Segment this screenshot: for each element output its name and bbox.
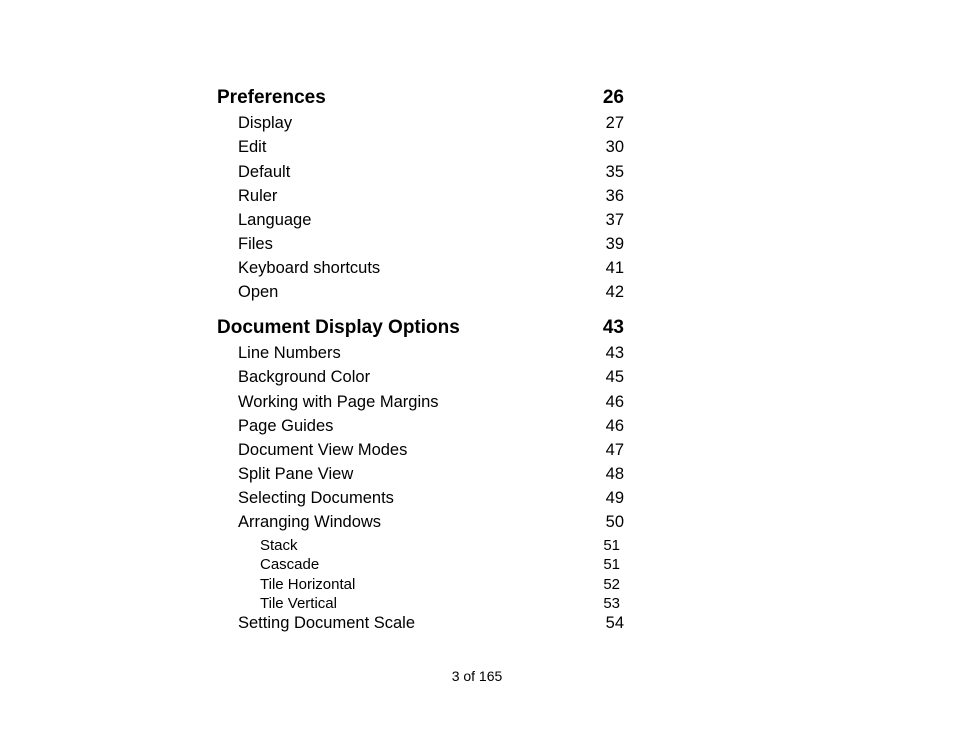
toc-entry-label: Edit xyxy=(238,138,267,156)
toc-entry-label: Line Numbers xyxy=(238,344,341,362)
toc-entry[interactable] xyxy=(217,235,624,254)
toc-entry[interactable] xyxy=(217,489,624,508)
toc-entry-label: Language xyxy=(238,211,312,229)
toc-entry[interactable] xyxy=(217,211,624,230)
toc-entry-label: Open xyxy=(238,283,279,301)
toc-entry-label: Page Guides xyxy=(238,417,334,435)
toc-entry-label: Setting Document Scale xyxy=(238,614,416,632)
toc-entry-page: 30 xyxy=(605,138,624,156)
toc-entry-page: 36 xyxy=(605,187,624,205)
toc-entry[interactable] xyxy=(217,344,624,363)
toc-entry[interactable] xyxy=(217,393,624,412)
toc-entry-page: 49 xyxy=(605,489,624,507)
toc-subentry[interactable] xyxy=(217,556,622,573)
toc-entry-page: 54 xyxy=(605,614,624,632)
page-indicator: 3 of 165 xyxy=(451,668,503,684)
toc-entry[interactable] xyxy=(217,163,624,182)
toc-entry-page: 50 xyxy=(605,513,624,531)
toc-entry[interactable] xyxy=(217,513,624,532)
toc-entry[interactable] xyxy=(217,187,624,206)
toc-entry-label: Selecting Documents xyxy=(238,489,394,507)
toc-subentry-label: Cascade xyxy=(260,556,320,573)
toc-entry-label: Keyboard shortcuts xyxy=(238,259,381,277)
toc-entry[interactable] xyxy=(217,441,624,460)
toc-entry[interactable] xyxy=(217,368,624,387)
toc-subentry-label: Stack xyxy=(260,537,298,554)
toc-subentry-page: 51 xyxy=(603,537,620,554)
toc-entry-label: Document View Modes xyxy=(238,441,408,459)
toc-subentry[interactable] xyxy=(217,576,622,593)
toc-subentry-page: 53 xyxy=(603,595,620,612)
toc-entry-page: 39 xyxy=(605,235,624,253)
toc-entry[interactable] xyxy=(217,259,624,278)
toc-subentry[interactable] xyxy=(217,537,622,554)
toc-entry-page: 42 xyxy=(605,283,624,301)
toc-entry[interactable] xyxy=(217,465,624,484)
toc-entry-page: 43 xyxy=(605,344,624,362)
toc-subentry[interactable] xyxy=(217,595,622,612)
toc-entry-page: 48 xyxy=(605,465,624,483)
toc-entry-label: Background Color xyxy=(238,368,371,386)
toc-entry-page: 45 xyxy=(605,368,624,386)
toc-subentry-page: 51 xyxy=(603,556,620,573)
toc-entry-label: Default xyxy=(238,163,291,181)
toc-entry[interactable] xyxy=(217,138,624,157)
toc-entry-label: Display xyxy=(238,114,293,132)
toc-entry-page: 27 xyxy=(605,114,624,132)
toc-entry-page: 35 xyxy=(605,163,624,181)
toc-section-page: 26 xyxy=(602,87,624,108)
toc-section-heading[interactable] xyxy=(217,87,624,109)
toc-entry[interactable] xyxy=(217,114,624,133)
toc-subentry-page: 52 xyxy=(603,576,620,593)
toc-section-title: Preferences xyxy=(217,87,326,108)
toc-entry-label: Arranging Windows xyxy=(238,513,382,531)
toc-entry-page: 47 xyxy=(605,441,624,459)
toc-entry-page: 46 xyxy=(605,417,624,435)
toc-section-title: Document Display Options xyxy=(217,317,460,338)
toc-entry-label: Files xyxy=(238,235,273,253)
toc-subentry-label: Tile Horizontal xyxy=(260,576,356,593)
toc-section-page: 43 xyxy=(602,317,624,338)
toc-entry[interactable] xyxy=(217,614,624,633)
toc-entry-label: Working with Page Margins xyxy=(238,393,439,411)
toc-entry-page: 41 xyxy=(605,259,624,277)
toc-entry-label: Split Pane View xyxy=(238,465,354,483)
toc-entry-page: 46 xyxy=(605,393,624,411)
toc-subentry-label: Tile Vertical xyxy=(260,595,337,612)
toc-entry-page: 37 xyxy=(605,211,624,229)
toc-entry[interactable] xyxy=(217,283,624,302)
toc-section-heading[interactable] xyxy=(217,317,624,339)
toc-entry-label: Ruler xyxy=(238,187,278,205)
toc-entry[interactable] xyxy=(217,417,624,436)
